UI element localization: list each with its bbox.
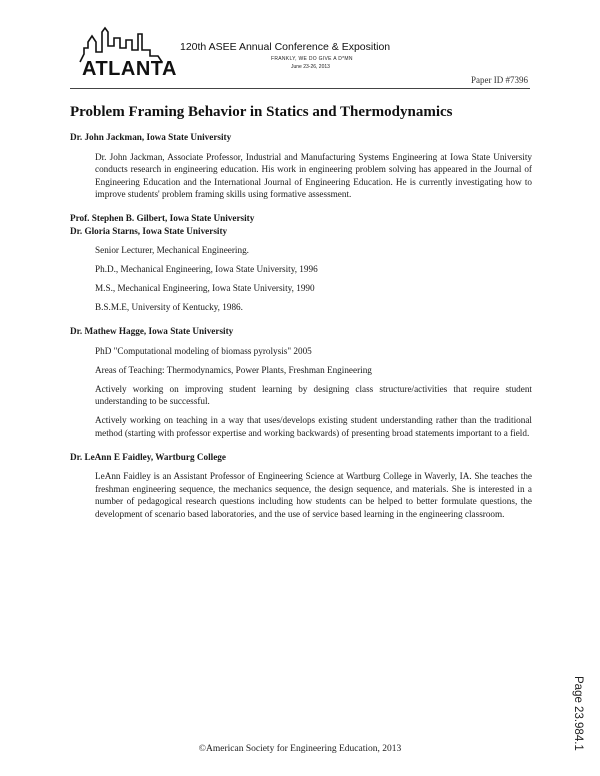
author-name: Dr. Mathew Hagge, Iowa State University bbox=[70, 326, 234, 336]
bio-paragraph: Senior Lecturer, Mechanical Engineering. bbox=[95, 245, 249, 255]
bio-paragraph: Actively working on improving student learning by designing class structure/activities that require student understanding to be successful. bbox=[95, 383, 532, 406]
bio-paragraph: Areas of Teaching: Thermodynamics, Power Plants, Freshman Engineering bbox=[95, 364, 372, 375]
copyright-footer: ©American Society for Engineering Education, 2013 bbox=[198, 744, 402, 754]
bio-paragraph: B.S.M.E, University of Kentucky, 1986. bbox=[95, 302, 243, 312]
author-name: Dr. John Jackman, Iowa State University bbox=[70, 132, 232, 142]
logo-city-text: ATLANTA bbox=[82, 58, 177, 80]
author-section bbox=[70, 212, 532, 314]
side-page-number-text: Page 23.984.1 bbox=[572, 676, 584, 751]
paper-title: Problem Framing Behavior in Statics and Thermodynamics bbox=[70, 104, 453, 120]
conference-title: 120th ASEE Annual Conference & Exposition bbox=[180, 41, 391, 53]
bio-paragraph: Actively working on teaching in a way that uses/develops existing student understanding rather than the traditional method (starting with professor expertise and working backwards) of presenting broad statements important to a field. bbox=[95, 415, 532, 438]
paper-id: Paper ID #7396 bbox=[471, 75, 528, 85]
author-name: Dr. LeAnn E Faidley, Wartburg College bbox=[70, 451, 226, 462]
conference-logo bbox=[78, 22, 391, 82]
bio-paragraph: Ph.D., Mechanical Engineering, Iowa State University, 1996 bbox=[95, 264, 318, 274]
bio-paragraph: Dr. John Jackman, Associate Professor, Industrial and Manufacturing Systems Engineering at Iowa State University conducts research in engineering education. His work in engineering problem solving has appeared in the Journal of Engineering Education and the International Journal of Engineering Education. He is currently investigating how to improve students' problem framing skills using formative assessment. bbox=[95, 151, 532, 199]
bio-paragraph: M.S., Mechanical Engineering, Iowa State University, 1990 bbox=[95, 283, 315, 293]
author-section bbox=[70, 131, 532, 201]
bio-paragraph: PhD "Computational modeling of biomass pyrolysis" 2005 bbox=[95, 345, 312, 356]
header-divider bbox=[70, 88, 530, 89]
author-name: Prof. Stephen B. Gilbert, Iowa State University bbox=[70, 213, 255, 223]
author-section bbox=[70, 325, 532, 439]
author-section bbox=[70, 451, 532, 521]
conference-tagline: FRANKLY, WE DO GIVE A D*MN bbox=[271, 56, 353, 62]
bio-paragraph: LeAnn Faidley is an Assistant Professor of Engineering Science at Wartburg College in Waverly, IA. She teaches the freshman engineering sequence, the mechanics sequence, the design sequence, and materials. She is interested in a number of pedagogical research questions including how students can be helped to better formulate questions, the development of scenario based laboratories, and the use of service based learning in the engineering classroom. bbox=[95, 471, 532, 519]
conference-dates: June 23-26, 2013 bbox=[291, 64, 330, 70]
author-bios bbox=[70, 131, 532, 527]
author-name: Dr. Gloria Starns, Iowa State University bbox=[70, 225, 228, 236]
